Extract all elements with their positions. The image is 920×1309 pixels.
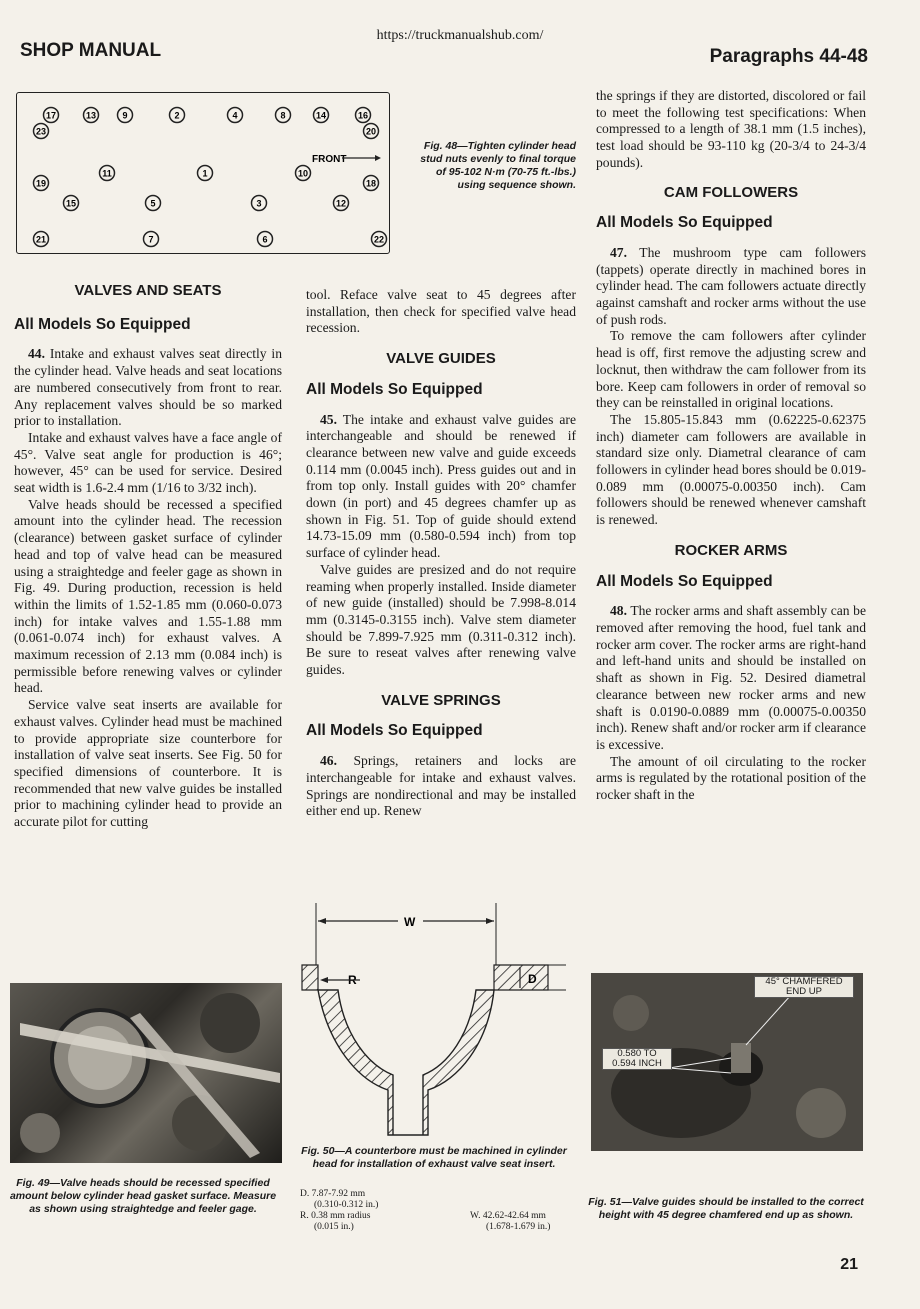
bolt-number: 15 bbox=[65, 198, 77, 209]
legend-w-in: (1.678-1.679 in.) bbox=[486, 1222, 551, 1232]
source-url: https://truckmanualshub.com/ bbox=[376, 28, 544, 43]
bolt-number: 6 bbox=[262, 234, 268, 245]
paragraph-number: 45. bbox=[320, 411, 337, 427]
fig49-caption: Fig. 49—Valve heads should be recessed specified amount below cylinder head gasket surface. Measure as shown using straightedge and feeler gage. bbox=[9, 1177, 277, 1215]
section-heading-valve-springs: VALVE SPRINGS bbox=[381, 691, 501, 709]
subheading-valves-seats: All Models So Equipped bbox=[14, 315, 191, 333]
bolt-number: 11 bbox=[102, 168, 112, 179]
subheading-rocker-arms: All Models So Equipped bbox=[596, 572, 773, 590]
bolt-number: 13 bbox=[85, 110, 97, 121]
paragraph-44 bbox=[14, 346, 282, 430]
head-bolt-22 bbox=[372, 232, 387, 247]
bolt-number: 9 bbox=[122, 110, 128, 121]
bolt-number: 23 bbox=[35, 126, 47, 137]
front-label: FRONT bbox=[312, 154, 347, 165]
head-bolt-5 bbox=[146, 196, 161, 211]
column-3 bbox=[596, 88, 866, 804]
bolt-number: 16 bbox=[357, 110, 369, 121]
fig50-legend-w bbox=[470, 1211, 550, 1233]
paragraph-text: The mushroom type cam followers (tappets) operate directly in machined bores in cylinder head. The cam followers actuate directly against camshaft and rocker arms without the use of push rods. bbox=[596, 244, 866, 327]
head-bolt-16 bbox=[356, 108, 371, 123]
head-bolt-9 bbox=[118, 108, 133, 123]
head-bolt-15 bbox=[64, 196, 79, 211]
bolt-number: 2 bbox=[174, 110, 180, 121]
bolt-number: 18 bbox=[365, 178, 377, 189]
head-bolt-21 bbox=[34, 232, 49, 247]
paragraph-47-b: To remove the cam followers after cylinder head is off, first remove the adjusting screw and locknut, then withdraw the cam follower from its bore. Keep cam followers in order of removal so they can be reinstalled in original locations. bbox=[596, 328, 866, 411]
paragraph-number: 44. bbox=[28, 346, 45, 362]
head-bolt-4 bbox=[228, 108, 243, 123]
head-bolt-11 bbox=[100, 166, 115, 181]
paragraph-44-cont: tool. Reface valve seat to 45 degrees after installation, then check for specified valve head recession. bbox=[306, 287, 576, 336]
head-bolt-20 bbox=[364, 124, 379, 139]
bolt-number: 4 bbox=[232, 110, 238, 121]
dimension-d-label: D bbox=[528, 972, 537, 986]
paragraph-number: 48. bbox=[610, 603, 627, 619]
fig50-counterbore-diagram bbox=[298, 895, 580, 1140]
paragraph-text: Springs, retainers and locks are interchangeable for intake and exhaust valves. Springs are nondirectional and may be installed either end up. Renew bbox=[306, 753, 576, 819]
bolt-number: 5 bbox=[150, 198, 156, 209]
fig50-legend-d bbox=[300, 1189, 378, 1233]
bolt-number: 10 bbox=[297, 168, 309, 179]
bolt-number: 12 bbox=[335, 198, 347, 209]
head-bolt-10 bbox=[296, 166, 311, 181]
subheading-cam-followers: All Models So Equipped bbox=[596, 214, 773, 232]
bolt-number: 1 bbox=[202, 168, 208, 179]
height-callout-line2: 0.594 INCH bbox=[612, 1058, 662, 1069]
legend-d-in: (0.310-0.312 in.) bbox=[314, 1200, 379, 1210]
fig49-photo-art bbox=[10, 983, 282, 1163]
dimension-w-label: W bbox=[404, 915, 416, 929]
head-bolt-19 bbox=[34, 176, 49, 191]
head-bolt-2 bbox=[170, 108, 185, 123]
bolt-number: 3 bbox=[256, 198, 262, 209]
paragraph-44-c: Valve heads should be recessed a specified amount into the cylinder head. The recession (clearance) between gasket surface of cylinder head and top of valve head can be measured using a straightedge and feeler gage as shown in Fig. 49. During production, recession is held within the limits of 1.52-1.85 mm (0.060-0.073 inch) for intake valves and 1.55-1.88 mm (0.061-0.074 inch) for exhaust valves. A maximum recession of 2.13 mm (0.084 inch) is permissible before renewing valves or cylinder head. bbox=[14, 496, 282, 696]
fig49-photo bbox=[10, 983, 282, 1163]
height-callout-line1: 0.580 TO bbox=[617, 1048, 657, 1059]
section-heading-cam-followers: CAM FOLLOWERS bbox=[663, 183, 799, 201]
head-bolt-13 bbox=[84, 108, 99, 123]
fig51-photo bbox=[591, 973, 863, 1151]
manual-title: SHOP MANUAL bbox=[20, 40, 162, 61]
fig50-caption: Fig. 50—A counterbore must be machined in cylinder head for installation of exhaust valve seat insert. bbox=[301, 1145, 567, 1170]
legend-w-mm: W. 42.62-42.64 mm bbox=[470, 1211, 546, 1221]
chamfer-callout bbox=[754, 976, 854, 998]
chamfer-callout-line2: END UP bbox=[786, 986, 822, 997]
legend-r-in: (0.015 in.) bbox=[314, 1222, 354, 1232]
head-bolt-7 bbox=[144, 232, 159, 247]
head-bolt-6 bbox=[258, 232, 273, 247]
head-bolt-3 bbox=[252, 196, 267, 211]
chamfer-callout-line1: 45° CHAMFERED bbox=[765, 976, 843, 987]
paragraph-47-c: The 15.805-15.843 mm (0.62225-0.62375 inch) diameter cam followers are available in standard size only. Diametral clearance of cam followers in cylinder head bores should be 0.019-0.089 mm (0.00075-0.00350 inch). Cam followers should be renewed whenever camshaft is renewed. bbox=[596, 411, 866, 528]
fig50-drawing bbox=[298, 895, 580, 1140]
head-bolt-18 bbox=[364, 176, 379, 191]
subheading-valve-guides: All Models So Equipped bbox=[306, 380, 483, 398]
paragraph-text: The rocker arms and shaft assembly can be removed after removing the hood, fuel tank and rocker arm cover. The rocker arms are right-hand and left-hand units and should be installed on shaft as shown in Fig. 52. Desired diametral clearance between new rocker arms and new shaft is 0.0190-0.0889 mm (0.00075-0.00350 inch). Renew shaft and/or rocker arm if clearance is excessive. bbox=[596, 603, 866, 752]
fig48-caption: Fig. 48—Tighten cylinder head stud nuts evenly to final torque of 95-102 N·m (70-75 ft.-lbs.) using sequence shown. bbox=[420, 140, 576, 191]
head-bolt-17 bbox=[44, 108, 59, 123]
paragraph-46-cont: the springs if they are distorted, discolored or fail to meet the following test specifications: When compressed to a length of 38.1 mm (1.5 inches), test load should be 93-110 kg (20-3/4 to 24-3/4 pounds). bbox=[596, 88, 866, 170]
page-number: 21 bbox=[840, 1256, 858, 1273]
fig51-caption: Fig. 51—Valve guides should be installed to the correct height with 45 degree chamfered end up as shown. bbox=[588, 1196, 864, 1221]
bolt-number: 17 bbox=[45, 110, 57, 121]
column-2 bbox=[306, 287, 576, 820]
bolt-number: 20 bbox=[365, 126, 377, 137]
bolt-number: 8 bbox=[280, 110, 286, 121]
paragraph-range: Paragraphs 44-48 bbox=[709, 46, 868, 67]
section-heading-rocker-arms: ROCKER ARMS bbox=[674, 541, 788, 559]
bolt-number: 21 bbox=[35, 234, 47, 245]
legend-d-mm: D. 7.87-7.92 mm bbox=[300, 1189, 366, 1199]
section-heading-valve-guides: VALVE GUIDES bbox=[386, 350, 496, 368]
paragraph-number: 47. bbox=[610, 244, 627, 260]
fig48-head-bolt-diagram bbox=[16, 92, 390, 254]
bolt-number: 14 bbox=[315, 110, 327, 121]
head-bolt-14 bbox=[314, 108, 329, 123]
head-bolt-12 bbox=[334, 196, 349, 211]
paragraph-45-b: Valve guides are presized and do not require reaming when properly installed. Inside diameter of new guide (installed) should be 7.998-8.014 mm (0.3145-0.3155 inch). Valve stem diameter should be 7.899-7.925 mm (0.311-0.312 inch). Be sure to reseat valves after renewing valve guides. bbox=[306, 561, 576, 678]
bolt-number: 22 bbox=[373, 234, 385, 245]
paragraph-47 bbox=[596, 245, 866, 329]
paragraph-text: Intake and exhaust valves seat directly in the cylinder head. Valve heads and seat locations are numbered consecutively from front to rear. Any replacement valves should be so marked prior to installation. bbox=[14, 346, 282, 429]
head-bolt-8 bbox=[276, 108, 291, 123]
head-bolt-1 bbox=[198, 166, 213, 181]
paragraph-number: 46. bbox=[320, 753, 337, 769]
fig48-bolt-sequence-svg bbox=[17, 93, 389, 253]
paragraph-45 bbox=[306, 412, 576, 562]
paragraph-text: The intake and exhaust valve guides are interchangeable and should be renewed if clearance between new valve and guide exceeds 0.114 mm (0.0045 inch). Press guides out and in from top only. Install guides with 20° chamfer down (in port) and 45 degrees chamfer up as shown in Fig. 51. Top of guide should extend 14.73-15.09 mm (0.580-0.594 inch) from top surface of cylinder head. bbox=[306, 411, 576, 561]
head-bolt-23 bbox=[34, 124, 49, 139]
paragraph-44-b: Intake and exhaust valves have a face angle of 45°. Valve seat angle for production is 46°; however, 45° can be used for service. Desired seat width is 1.6-2.4 mm (1/16 to 3/32 inch). bbox=[14, 429, 282, 496]
paragraph-48 bbox=[596, 603, 866, 753]
paragraph-48-b: The amount of oil circulating to the rocker arms is regulated by the rotational position of the rocker shaft in the bbox=[596, 753, 866, 803]
column-1 bbox=[14, 283, 282, 831]
paragraph-44-d: Service valve seat inserts are available for exhaust valves. Cylinder head must be machined to provide appropriate size counterbore for installation of valve seat inserts. See Fig. 50 for specified dimensions of counterbore. It is recommended that new valve guides be installed prior to machining cylinder head to provide an accurate pilot for cutting bbox=[14, 697, 282, 830]
subheading-valve-springs: All Models So Equipped bbox=[306, 722, 483, 740]
bolt-number: 19 bbox=[35, 178, 47, 189]
bolt-number: 7 bbox=[148, 234, 154, 245]
legend-r-mm: R. 0.38 mm radius bbox=[300, 1211, 371, 1221]
paragraph-46 bbox=[306, 753, 576, 820]
section-heading-valves-seats: VALVES AND SEATS bbox=[74, 282, 222, 299]
height-callout bbox=[602, 1048, 672, 1070]
dimension-r-label: R bbox=[348, 973, 357, 987]
